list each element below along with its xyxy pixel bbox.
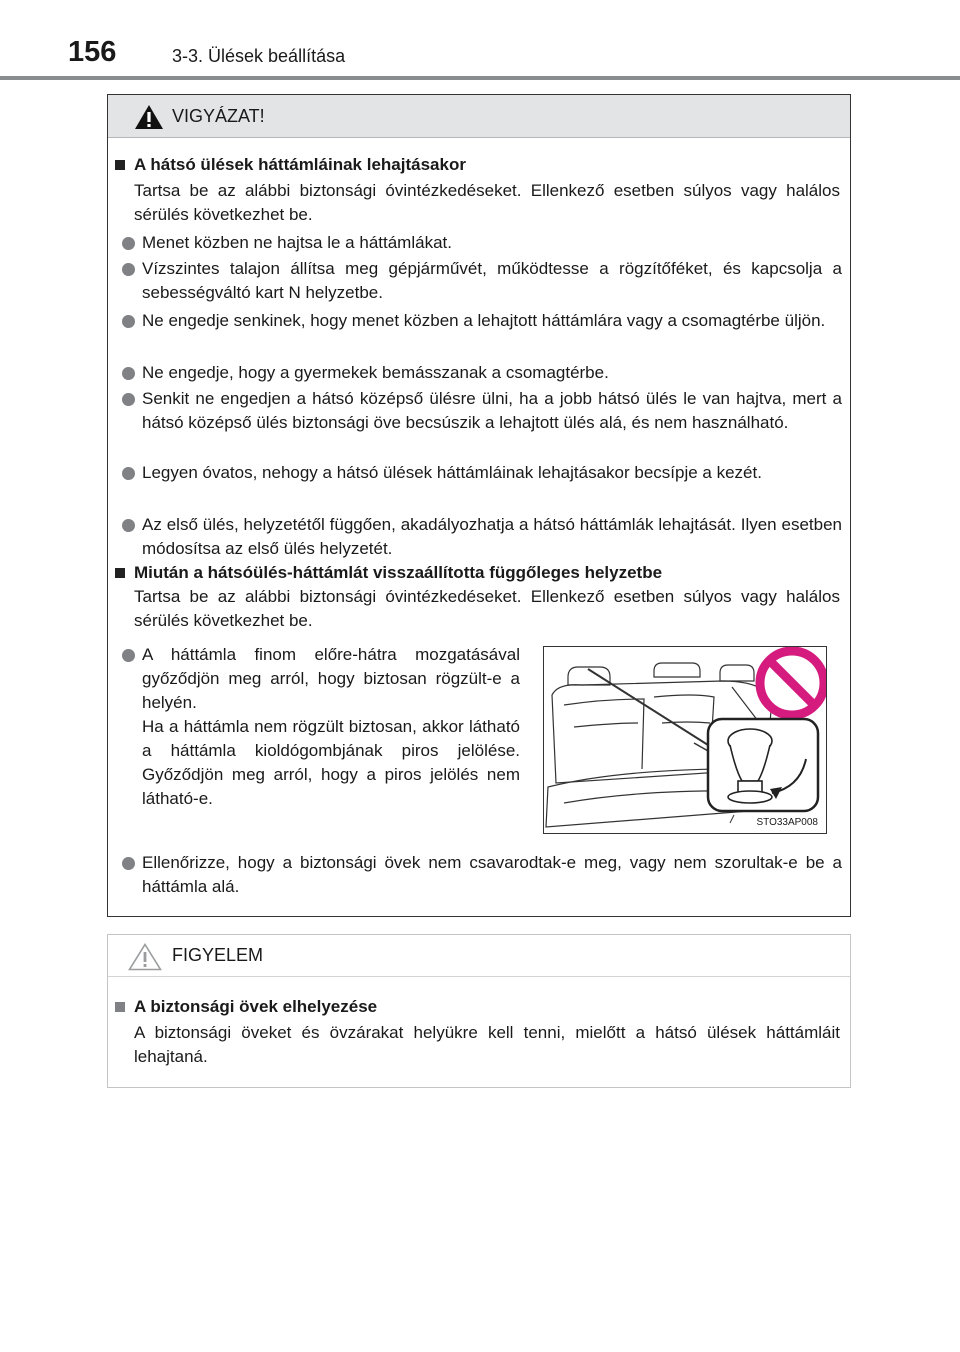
- section-heading-text: A hátsó ülések háttámláinak lehajtásakor: [134, 155, 466, 174]
- bullet-dot-icon: [122, 367, 135, 380]
- bullet-dot-icon: [122, 857, 135, 870]
- bullet-dot-icon: [122, 237, 135, 250]
- bullet-dot-icon: [122, 519, 135, 532]
- notice-header: [108, 935, 850, 977]
- seat-release-figure: [543, 646, 827, 834]
- list-item-text: Ne engedje senkinek, hogy menet közben a lehajtott háttámlára vagy a csomagtérbe üljön.: [142, 311, 826, 330]
- section-intro: Tartsa be az alábbi biztonsági óvintézkedéseket. Ellenkező esetben súlyos vagy halálos sérülés következhet be.: [134, 181, 840, 224]
- warning-triangle-icon: [134, 104, 164, 135]
- bullet-dot-icon: [122, 263, 135, 276]
- notice-heading-text: A biztonsági övek elhelyezése: [134, 997, 378, 1016]
- square-bullet-icon: [115, 160, 125, 170]
- bullet-dot-icon: [122, 467, 135, 480]
- header-rule: [0, 76, 960, 80]
- list-item-text: Legyen óvatos, nehogy a hátsó ülések háttámláinak lehajtásakor becsípje a kezét.: [142, 463, 762, 482]
- bullet-dot-icon: [122, 393, 135, 406]
- caution-triangle-icon: [128, 943, 162, 976]
- warning-header: [108, 95, 850, 138]
- notice-text: A biztonsági öveket és övzárakat helyükre kell tenni, mielőtt a hátsó ülések háttámláit lehajtaná.: [134, 1023, 840, 1066]
- list-item-text: Senkit ne engedjen a hátsó középső ülésre ülni, ha a jobb hátsó ülés le van hajtva, mert a hátsó középső ülés biztonsági öve becsúszik a lehajtott ülés alá, és nem használható.: [142, 389, 842, 432]
- section-title: 3-3. Ülések beállítása: [172, 46, 346, 66]
- figure-code: STO33AP008: [756, 817, 818, 828]
- list-item-text: A háttámla finom előre-hátra mozgatásával győződjön meg arról, hogy biztosan rögzült-e a helyén.: [142, 645, 520, 712]
- section-intro: Tartsa be az alábbi biztonsági óvintézkedéseket. Ellenkező esetben súlyos vagy halálos sérülés következhet be.: [134, 587, 840, 630]
- notice-box: [107, 934, 851, 1088]
- bullet-dot-icon: [122, 315, 135, 328]
- square-bullet-icon: [115, 1002, 125, 1012]
- rear-seat-illustration: [544, 647, 826, 833]
- section-heading-text: Miután a hátsóülés-háttámlát visszaállította függőleges helyzetbe: [134, 563, 663, 582]
- page-number: 156: [68, 36, 117, 68]
- bullet-dot-icon: [122, 649, 135, 662]
- warning-title: VIGYÁZAT!: [172, 106, 265, 126]
- prohibition-icon: [760, 651, 824, 715]
- page-header: [0, 0, 960, 80]
- square-bullet-icon: [115, 568, 125, 578]
- list-item-text: Ellenőrizze, hogy a biztonsági övek nem csavarodtak-e meg, vagy nem szorultak-e be a háttámla alá.: [142, 853, 842, 896]
- notice-title: FIGYELEM: [172, 945, 264, 965]
- list-item-text: Ne engedje, hogy a gyermekek bemásszanak a csomagtérbe.: [142, 363, 609, 382]
- list-item-text: Ha a háttámla nem rögzült biztosan, akkor látható a háttámla kioldógombjának piros jelölése. Győződjön meg arról, hogy a piros jelölés nem látható-e.: [142, 717, 520, 808]
- list-item-text: Az első ülés, helyzetétől függően, akadályozhatja a hátsó háttámlák lehajtását. Ilyen esetben módosítsa az első ülés helyzetét.: [142, 515, 842, 558]
- list-item-text: Menet közben ne hajtsa le a háttámlákat.: [142, 233, 452, 252]
- list-item-text: Vízszintes talajon állítsa meg gépjárművét, működtesse a rögzítőféket, és kapcsolja a sebességváltó kart N helyzetbe.: [142, 259, 842, 302]
